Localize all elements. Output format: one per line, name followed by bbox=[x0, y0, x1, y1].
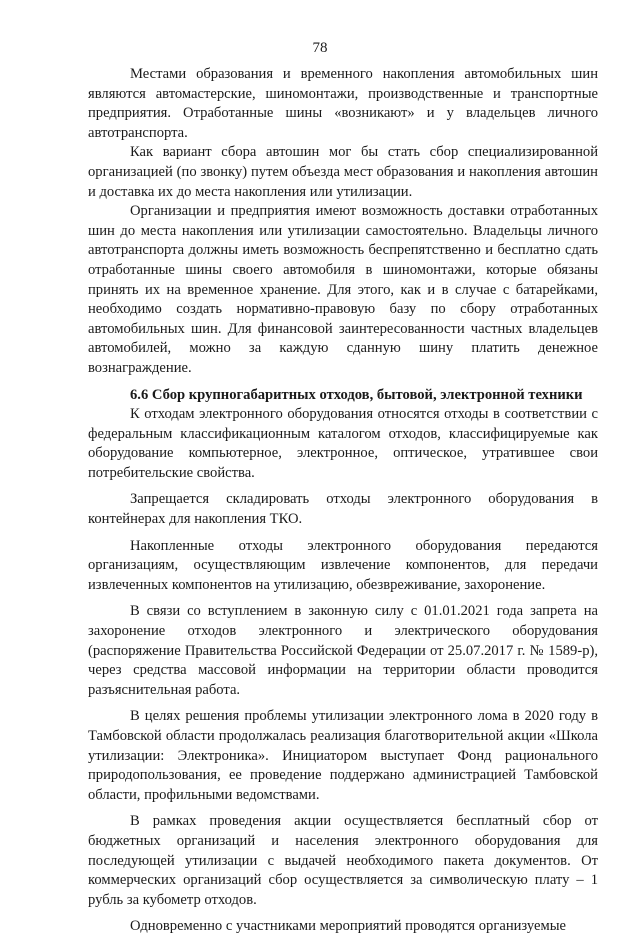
paragraph-tire-collection-option: Как вариант сбора автошин мог бы стать сбор специализированной организацией (по звонку) путем объезда мест образования и накопления автошин и доставка их до места накопления или утилизации. bbox=[88, 144, 598, 200]
paragraph-recycling-campaign: В целях решения проблемы утилизации электронного лома в 2020 году в Тамбовской области продолжалась реализация благотворительной акции «Школа утилизации: Электроника». Инициатором выступает Фонд рационального природопользования, ее проведение поддержано администрацией Тамбовской области, профильными ведомствами. bbox=[88, 708, 598, 803]
paragraph-tire-delivery: Организации и предприятия имеют возможность доставки отработанных шин до места накопления или утилизации самостоятельно. Владельцы личного автотранспорта должны иметь возможность беспрепятственно и бесплатно сдать отработанные шины своего автомобиля в шиномонтажи, которые обязаны принять их на временное хранение. Для этого, как и в случае с батарейками, необходимо создать нормативно-правовую базу по сбору отработанных автомобильных шин. Для финансовой заинтересованности частных владельцев автомобилей, можно за каждую сданную шину платить денежное вознаграждение. bbox=[88, 203, 598, 376]
document-body bbox=[88, 65, 598, 937]
section-heading: 6.6 Сбор крупногабаритных отходов, бытовой, электронной техники bbox=[130, 386, 583, 403]
paragraph-electronic-waste-definition: К отходам электронного оборудования относятся отходы в соответствии с федеральным классификационным каталогом отходов, классифицируемые как оборудование компьютерное, электронное, оптическое, утратившее свои потребительские свойства. bbox=[88, 406, 598, 481]
paragraph-storage-prohibition: Запрещается складировать отходы электронного оборудования в контейнерах для накопления ТКО. bbox=[88, 491, 598, 528]
paragraph-landfill-ban: В связи со вступлением в законную силу с 01.01.2021 года запрета на захоронение отходов электронного и электрического оборудования (распоряжение Правительства Российской Федерации от 25.07.2017 г. № 1589-р), через средства массовой информации на территории области проводится разъяснительная работа. bbox=[88, 603, 598, 698]
paragraph-free-collection: В рамках проведения акции осуществляется бесплатный сбор от бюджетных организаций и населения электронного оборудования для последующей утилизации с выдачей необходимого пакета документов. От коммерческих организаций сбор осуществляется за символическую плату – 1 рубль за кубометр отходов. bbox=[88, 813, 598, 908]
page-number: 78 bbox=[312, 40, 328, 56]
paragraph-waste-transfer: Накопленные отходы электронного оборудования передаются организациям, осуществляющим извлечение компонентов, для передачи извлеченных компонентов на утилизацию, обезвреживание, захоронение. bbox=[88, 537, 598, 593]
paragraph-tire-sources: Местами образования и временного накопления автомобильных шин являются автомастерские, шиномонтажи, производственные и транспортные предприятия. Отработанные шины «возникают» и у владельцев личного автотранспорта. bbox=[88, 66, 598, 141]
paragraph-events: Одновременно с участниками мероприятий проводятся организуемые bbox=[130, 918, 566, 935]
